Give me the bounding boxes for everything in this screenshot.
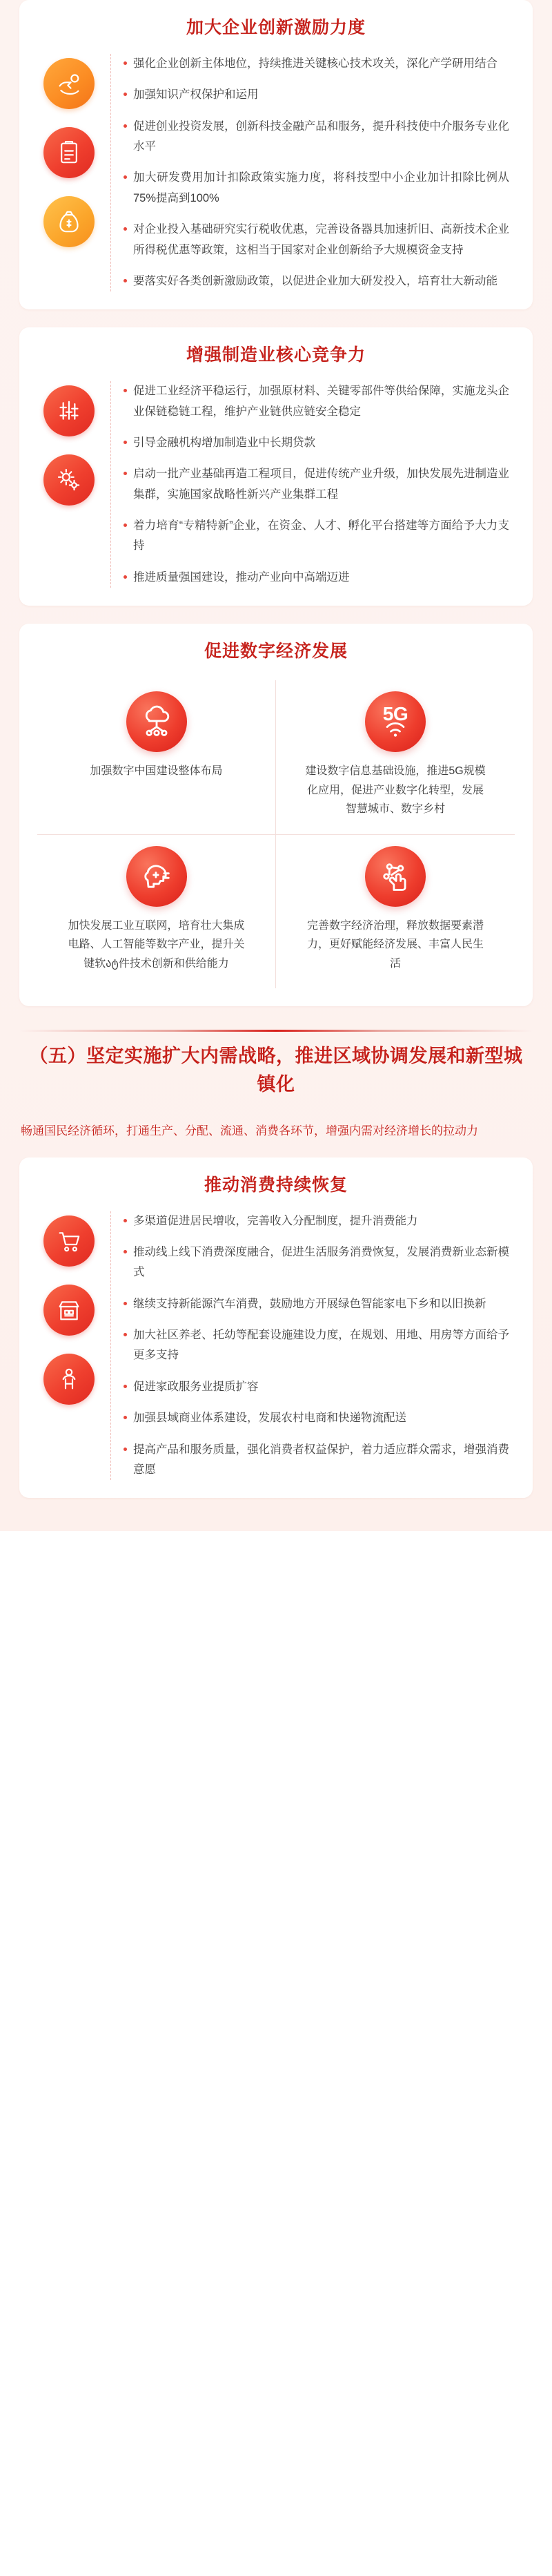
section-title: 增强制造业核心竞争力	[186, 345, 366, 365]
list-item: 推进质量强国建设，推动产业向中高端迈进	[124, 568, 509, 588]
cell-text: 建设数字信息基础设施，推进5G规模化应用，促进产业数字化转型，发展智慧城市、数字乡村	[305, 765, 486, 816]
money-bag-icon	[43, 196, 95, 247]
hand-coin-icon	[43, 58, 95, 109]
section-card-consumption	[19, 1157, 533, 1499]
shopping-cart-icon	[43, 1215, 95, 1267]
grid-cell	[276, 835, 515, 989]
chapter-heading-block	[0, 1030, 552, 1108]
icon-bullet-row	[19, 54, 533, 291]
data-governance-hand-icon	[365, 846, 426, 907]
ai-brain-chip-icon	[126, 846, 187, 907]
section-card-manufacturing	[19, 327, 533, 606]
list-item: 加强县域商业体系建设，发展农村电商和快递物流配送	[124, 1408, 509, 1428]
icon-column	[39, 54, 99, 291]
grid-cell	[37, 835, 276, 989]
icon-bullet-row	[19, 1211, 533, 1481]
list-item: 推动线上线下消费深度融合，促进生活服务消费恢复，发展消费新业态新模式	[124, 1242, 509, 1283]
list-item: 强化企业创新主体地位，持续推进关键核心技术攻关，深化产学研用结合	[124, 54, 509, 74]
list-item: 要落实好各类创新激励政策，以促进企业加大研发投入，培育壮大新动能	[124, 271, 509, 291]
clipboard-check-icon	[43, 127, 95, 178]
section-title-wrap	[19, 327, 533, 381]
icon-bullet-row	[19, 381, 533, 588]
page-bottom-spacer	[0, 1516, 552, 1524]
grid-cell	[37, 680, 276, 835]
list-item: 促进创业投资发展，创新科技金融产品和服务，提升科技使中介服务专业化水平	[124, 117, 509, 157]
section-title-wrap	[19, 0, 533, 54]
worker-helmet-icon	[43, 1354, 95, 1405]
svg-text:5G: 5G	[382, 704, 408, 724]
chapter-note: 畅通国民经济循环，打通生产、分配、流通、消费各环节，增强内需对经济增长的拉动力	[21, 1124, 478, 1138]
list-item: 着力培育“专精特新”企业，在资金、人才、孵化平台搭建等方面给予大力支持	[124, 516, 509, 557]
bullet-list	[110, 1211, 509, 1481]
factory-industry-icon	[43, 385, 95, 436]
list-item: 引导金融机构增加制造业中长期贷款	[124, 433, 509, 453]
chapter-title: （五）坚定实施扩大内需战略，推进区域协调发展和新型城镇化	[29, 1046, 523, 1095]
bullet-list	[110, 381, 509, 588]
list-item: 提高产品和服务质量，强化消费者权益保护，着力适应群众需求，增强消费意愿	[124, 1440, 509, 1481]
list-item: 加强知识产权保护和运用	[124, 85, 509, 105]
icon-column	[39, 381, 99, 588]
section-title-wrap	[19, 624, 533, 677]
list-item: 加大社区养老、托幼等配套设施建设力度，在规划、用地、用房等方面给予更多支持	[124, 1325, 509, 1366]
section-title-wrap	[19, 1157, 533, 1211]
cell-text: 完善数字经济治理，释放数据要素潜力，更好赋能经济发展、丰富人民生活	[306, 919, 484, 970]
list-item: 继续支持新能源汽车消费，鼓励地方开展绿色智能家电下乡和以旧换新	[124, 1294, 509, 1314]
section-card-digital-economy	[19, 624, 533, 1006]
digital-grid	[19, 677, 533, 988]
section-title: 推动消费持续恢复	[204, 1175, 348, 1195]
bullet-list	[110, 54, 509, 291]
storefront-icon	[43, 1285, 95, 1336]
list-item: 促进工业经济平稳运行，加强原材料、关键零部件等供给保障，实施龙头企业保链稳链工程，维护产业链供应链安全稳定	[124, 381, 509, 422]
icon-column	[39, 1211, 99, 1481]
section-title: 加大企业创新激励力度	[186, 18, 366, 37]
cell-text: 加强数字中国建设整体布局	[90, 765, 223, 778]
gears-icon	[43, 454, 95, 506]
section-title: 促进数字经济发展	[204, 642, 348, 662]
list-item: 多渠道促进居民增收，完善收入分配制度，提升消费能力	[124, 1211, 509, 1231]
list-item: 加大研发费用加计扣除政策实施力度，将科技型中小企业加计扣除比例从75%提高到100%	[124, 168, 509, 209]
5g-wifi-icon	[365, 691, 426, 752]
list-item: 对企业投入基础研究实行税收优惠，完善设备器具加速折旧、高新技术企业所得税优惠等政策，这相当于国家对企业创新给予大规模资金支持	[124, 220, 509, 260]
cell-text: 加快发展工业互联网，培育壮大集成电路、人工智能等数字产业，提升关键软ატ件技术创新和供给能力	[68, 919, 245, 970]
section-card-innovation-incentives	[19, 0, 533, 309]
cloud-network-icon	[126, 691, 187, 752]
list-item: 启动一批产业基础再造工程项目，促进传统产业升级，加快发展先进制造业集群，实施国家战略性新兴产业集群工程	[124, 464, 509, 505]
list-item: 促进家政服务业提质扩容	[124, 1377, 509, 1397]
grid-cell	[276, 680, 515, 835]
